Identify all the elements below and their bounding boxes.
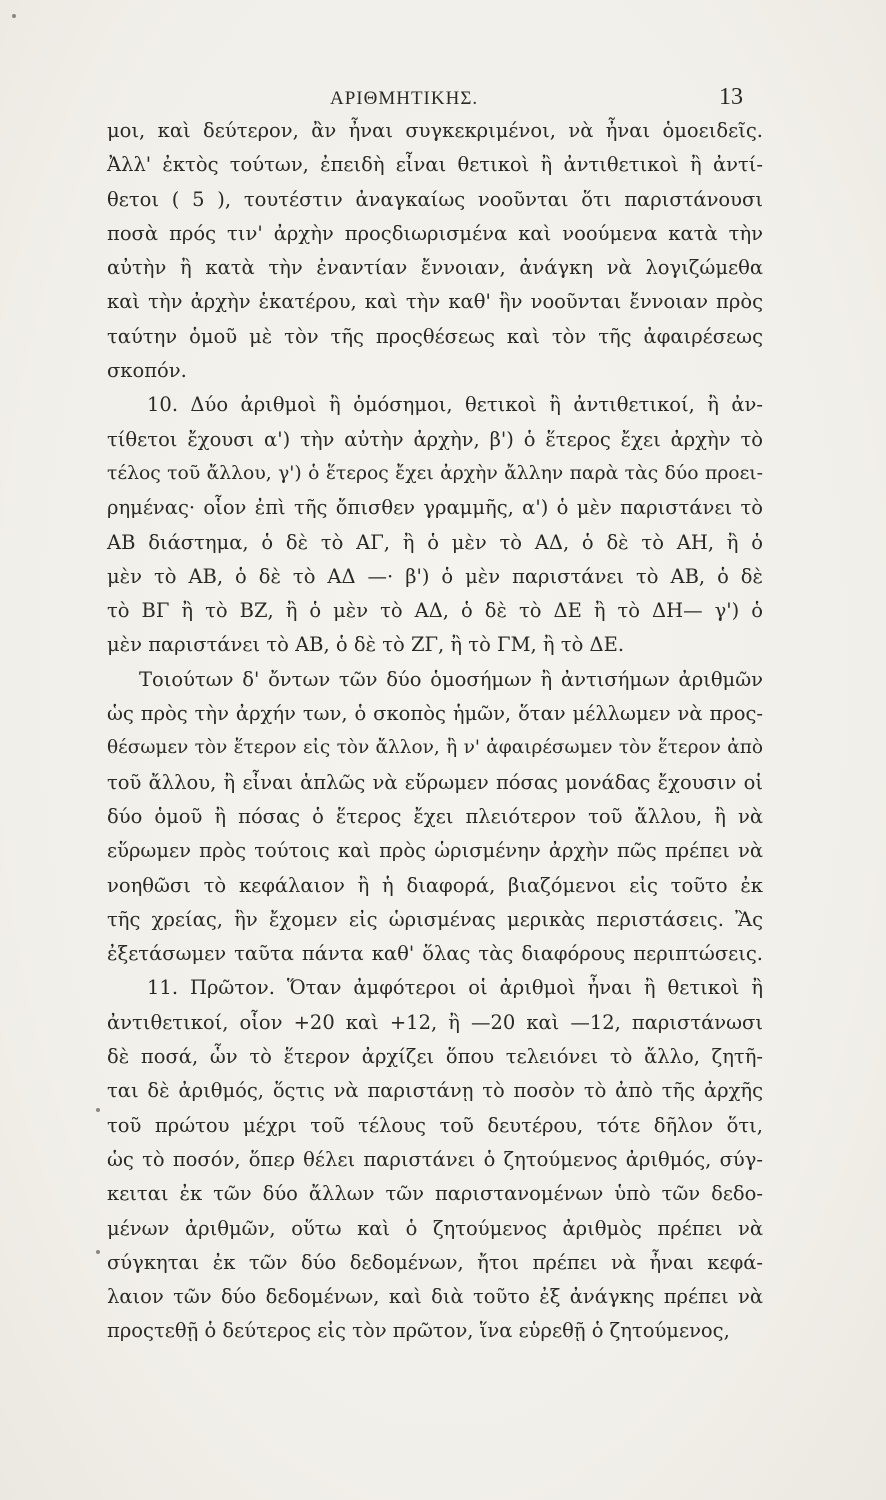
text-line: θέσωμεν τὸν ἕτερον εἰς τὸν ἄλλον, ἢ ν' ἀφαιρέσωμεν τὸν ἕτερον ἀπὸ — [107, 737, 763, 759]
section-11-heading-line: 11. Πρῶτον. Ὅταν ἀμφότεροι οἱ ἀριθμοὶ ἦναι ἢ θετικοὶ ἢ — [147, 976, 763, 1000]
text-line: δύο ὁμοῦ ἢ πόσας ὁ ἕτερος ἔχει πλειότερον τοῦ ἄλλου, ἢ νὰ — [107, 804, 763, 828]
text-line: καὶ τὴν ἀρχὴν ἑκατέρου, καὶ τὴν καθ' ἣν νοοῦνται ἔννοιαν πρὸς — [107, 290, 763, 314]
text-line: τοῦ ἄλλου, ἢ εἶναι ἁπλῶς νὰ εὕρωμεν πόσας μονάδας ἔχουσιν οἱ — [107, 770, 763, 794]
running-title: ΑΡΙΘΜΗΤΙΚΗΣ. — [330, 88, 479, 109]
text-line: ποσὰ πρός τιν' ἀρχὴν προςδιωρισμένα καὶ νοούμενα κατὰ τὴν — [107, 221, 763, 245]
text-line: μένων ἀριθμῶν, οὕτω καὶ ὁ ζητούμενος ἀριθμὸς πρέπει νὰ — [107, 1216, 763, 1240]
paper-speck — [96, 1250, 100, 1254]
text-line: ΑΒ διάστημα, ὁ δὲ τὸ ΑΓ, ἢ ὁ μὲν τὸ ΑΔ, ὁ δὲ τὸ ΑΗ, ἢ ὁ — [107, 530, 763, 554]
text-line: αὐτὴν ἢ κατὰ τὴν ἐναντίαν ἔννοιαν, ἀνάγκη νὰ λογιζώμεθα — [107, 256, 763, 280]
text-line: τίθετοι ἔχουσι α') τὴν αὐτὴν ἀρχὴν, β') ὁ ἕτερος ἔχει ἀρχὴν τὸ — [107, 427, 763, 451]
paper-speck — [96, 1108, 100, 1112]
text-line: θετοι ( 5 ), τουτέστιν ἀναγκαίως νοοῦνται ὅτι παριστάνουσι — [107, 187, 763, 211]
section-10-heading-line: 10. Δύο ἀριθμοὶ ἢ ὁμόσημοι, θετικοὶ ἢ ἀντιθετικοί, ἢ ἀν- — [147, 393, 763, 417]
text-line: μοι, καὶ δεύτερον, ἂν ἦναι συγκεκριμένοι, νὰ ἦναι ὁμοειδεῖς. — [107, 119, 763, 142]
text-line: ταύτην ὁμοῦ μὲ τὸν τῆς προςθέσεως καὶ τὸν τῆς ἀφαιρέσεως — [107, 324, 763, 348]
text-line: ὡς τὸ ποσόν, ὅπερ θέλει παριστάνει ὁ ζητούμενος ἀριθμός, σύγ- — [107, 1147, 763, 1171]
text-line: νοηθῶσι τὸ κεφάλαιον ἢ ἡ διαφορά, βιαζόμενοι εἰς τοῦτο ἐκ — [107, 873, 763, 897]
text-line: τέλος τοῦ ἄλλου, γ') ὁ ἕτερος ἔχει ἀρχὴν ἄλλην παρὰ τὰς δύο προει- — [107, 462, 763, 484]
text-line: μὲν παριστάνει τὸ ΑΒ, ὁ δὲ τὸ ΖΓ, ἢ τὸ ΓΜ, ἢ τὸ ΔΕ. — [107, 633, 625, 657]
text-line: σκοπόν. — [107, 359, 187, 383]
text-line: εὕρωμεν πρὸς τούτοις καὶ πρὸς ὡρισμένην ἀρχὴν πῶς πρέπει νὰ — [107, 839, 763, 863]
page-number: 13 — [719, 84, 743, 110]
text-line: τῆς χρείας, ἣν ἔχομεν εἰς ὡρισμένας μερικὰς περιστάσεις. Ἂς — [107, 907, 763, 931]
text-line: ἀντιθετικοί, οἷον +20 καὶ +12, ἢ —20 καὶ —12, παριστάνωσι — [107, 1010, 763, 1034]
text-line: ὡς πρὸς τὴν ἀρχήν των, ὁ σκοπὸς ἡμῶν, ὅταν μέλλωμεν νὰ προς- — [107, 702, 763, 726]
text-line: προςτεθῇ ὁ δεύτερος εἰς τὸν πρῶτον, ἵνα εὑρεθῇ ὁ ζητούμενος, — [107, 1319, 730, 1343]
text-line: ρημένας· οἷον ἐπὶ τῆς ὄπισθεν γραμμῆς, α') ὁ μὲν παριστάνει τὸ — [107, 496, 763, 520]
text-line: λαιον τῶν δύο δεδομένων, καὶ διὰ τοῦτο ἐξ ἀνάγκης πρέπει νὰ — [107, 1285, 763, 1309]
text-line: τοῦ πρώτου μέχρι τοῦ τέλους τοῦ δευτέρου, τότε δῆλον ὅτι, — [107, 1113, 763, 1137]
text-line: τὸ ΒΓ ἢ τὸ ΒΖ, ἢ ὁ μὲν τὸ ΑΔ, ὁ δὲ τὸ ΔΕ ἢ τὸ ΔΗ— γ') ὁ — [107, 599, 763, 623]
text-line: σύγκηται ἐκ τῶν δύο δεδομένων, ἤτοι πρέπει νὰ ἦναι κεφά- — [107, 1250, 763, 1274]
text-line: δὲ ποσά, ὧν τὸ ἕτερον ἀρχίζει ὅπου τελειόνει τὸ ἄλλο, ζητῆ- — [107, 1045, 763, 1069]
text-line: μὲν τὸ ΑΒ, ὁ δὲ τὸ ΑΔ —· β') ὁ μὲν παριστάνει τὸ ΑΒ, ὁ δὲ — [107, 564, 763, 588]
paper-speck — [12, 14, 16, 18]
paragraph-start-line: Τοιούτων δ' ὄντων τῶν δύο ὁμοσήμων ἢ ἀντισήμων ἀριθμῶν — [139, 667, 763, 691]
text-line: Ἀλλ' ἐκτὸς τούτων, ἐπειδὴ εἶναι θετικοὶ ἢ ἀντιθετικοὶ ἢ ἀντί- — [107, 153, 763, 177]
text-line: ται δὲ ἀριθμός, ὅςτις νὰ παριστάνῃ τὸ ποσὸν τὸ ἀπὸ τῆς ἀρχῆς — [107, 1079, 763, 1103]
text-line: κειται ἐκ τῶν δύο ἄλλων τῶν παριστανομένων ὑπὸ τῶν δεδο- — [107, 1182, 763, 1206]
body-text — [107, 114, 763, 1349]
text-line: ἐξετάσωμεν ταῦτα πάντα καθ' ὅλας τὰς διαφόρους περιπτώσεις. — [107, 942, 763, 966]
